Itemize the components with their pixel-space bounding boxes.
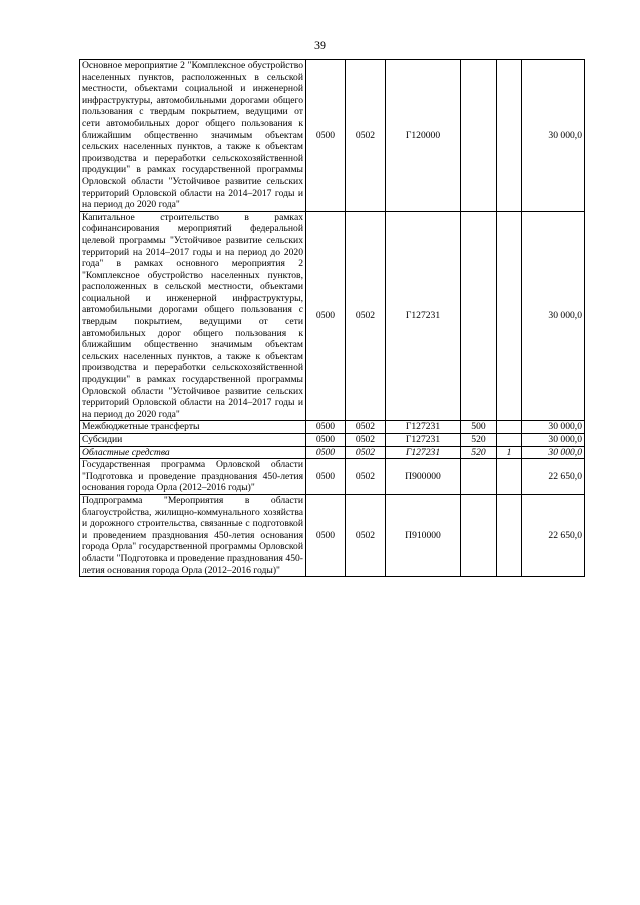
target-article-code: Г127231 bbox=[386, 446, 461, 459]
funding-source-code bbox=[497, 459, 522, 495]
subsection-code: 0502 bbox=[346, 446, 386, 459]
subsection-code: 0502 bbox=[346, 211, 386, 421]
subsection-code: 0502 bbox=[346, 434, 386, 447]
expense-type-code: 520 bbox=[461, 446, 497, 459]
expense-type-code bbox=[461, 211, 497, 421]
section-code: 0500 bbox=[306, 459, 346, 495]
target-article-code: П900000 bbox=[386, 459, 461, 495]
amount: 30 000,0 bbox=[522, 434, 585, 447]
row-description: Областные средства bbox=[80, 446, 306, 459]
section-code: 0500 bbox=[306, 60, 346, 212]
amount: 30 000,0 bbox=[522, 421, 585, 434]
funding-source-code bbox=[497, 434, 522, 447]
row-description: Государственная программа Орловской области "Подготовка и проведение празднования 450-летия основания города Орла (2012–2016 годы)" bbox=[80, 459, 306, 495]
table-row bbox=[80, 434, 585, 447]
expense-type-code bbox=[461, 494, 497, 576]
subsection-code: 0502 bbox=[346, 60, 386, 212]
section-code: 0500 bbox=[306, 434, 346, 447]
subsection-code: 0502 bbox=[346, 459, 386, 495]
target-article-code: Г127231 bbox=[386, 421, 461, 434]
expense-type-code: 520 bbox=[461, 434, 497, 447]
section-code: 0500 bbox=[306, 211, 346, 421]
target-article-code: Г127231 bbox=[386, 211, 461, 421]
amount: 22 650,0 bbox=[522, 459, 585, 495]
funding-source-code bbox=[497, 494, 522, 576]
row-description: Капитальное строительство в рамках софинансирования мероприятий федеральной целевой программы "Устойчивое развитие сельских территорий на 2014–2017 годы и на период до 2020 года" в рамках основного мероприятия 2 "Комплексное обустройство населенных пунктов, расположенных в сельской местности, объектами социальной и инженерной инфраструктуры, автомобильными дорогами общего пользования с твердым покрытием, ведущими от сети автомобильных дорог общего пользования к ближайшим общественно значимым объектам сельских населенных пунктов, а также к объектам производства и переработки сельскохозяйственной продукции" в рамках государственной программы Орловской области "Устойчивое развитие сельских территорий Орловской области на 2014–2017 годы и на период до 2020 года" bbox=[80, 211, 306, 421]
funding-source-code bbox=[497, 421, 522, 434]
row-description: Субсидии bbox=[80, 434, 306, 447]
amount: 30 000,0 bbox=[522, 446, 585, 459]
target-article-code: Г120000 bbox=[386, 60, 461, 212]
table-row bbox=[80, 459, 585, 495]
row-description: Подпрограмма "Мероприятия в области благоустройства, жилищно-коммунального хозяйства и дорожного строительства, связанные с подготовкой и проведением празднования 450-летия основания города Орла" государственной программы Орловской области "Подготовка и проведение празднования 450-летия основания города Орла (2012–2016 годы)" bbox=[80, 494, 306, 576]
row-description: Межбюджетные трансферты bbox=[80, 421, 306, 434]
amount: 30 000,0 bbox=[522, 60, 585, 212]
budget-table bbox=[79, 59, 585, 577]
expense-type-code: 500 bbox=[461, 421, 497, 434]
amount: 22 650,0 bbox=[522, 494, 585, 576]
table-row bbox=[80, 494, 585, 576]
table-row bbox=[80, 446, 585, 459]
row-description: Основное мероприятие 2 "Комплексное обустройство населенных пунктов, расположенных в сельской местности, объектами социальной и инженерной инфраструктуры, автомобильными дорогами общего пользования с твердым покрытием, ведущими от сети автомобильных дорог общего пользования к ближайшим общественно значимым объектам сельских населенных пунктов, а также к объектам производства и переработки сельскохозяйственной продукции" в рамках государственной программы Орловской области "Устойчивое развитие сельских территорий Орловской области на 2014–2017 годы и на период до 2020 года" bbox=[80, 60, 306, 212]
section-code: 0500 bbox=[306, 446, 346, 459]
subsection-code: 0502 bbox=[346, 421, 386, 434]
expense-type-code bbox=[461, 459, 497, 495]
target-article-code: П910000 bbox=[386, 494, 461, 576]
subsection-code: 0502 bbox=[346, 494, 386, 576]
amount: 30 000,0 bbox=[522, 211, 585, 421]
funding-source-code bbox=[497, 211, 522, 421]
section-code: 0500 bbox=[306, 494, 346, 576]
funding-source-code: 1 bbox=[497, 446, 522, 459]
expense-type-code bbox=[461, 60, 497, 212]
table-row bbox=[80, 211, 585, 421]
table-row bbox=[80, 421, 585, 434]
target-article-code: Г127231 bbox=[386, 434, 461, 447]
table-row bbox=[80, 60, 585, 212]
page-number: 39 bbox=[314, 38, 326, 52]
funding-source-code bbox=[497, 60, 522, 212]
section-code: 0500 bbox=[306, 421, 346, 434]
